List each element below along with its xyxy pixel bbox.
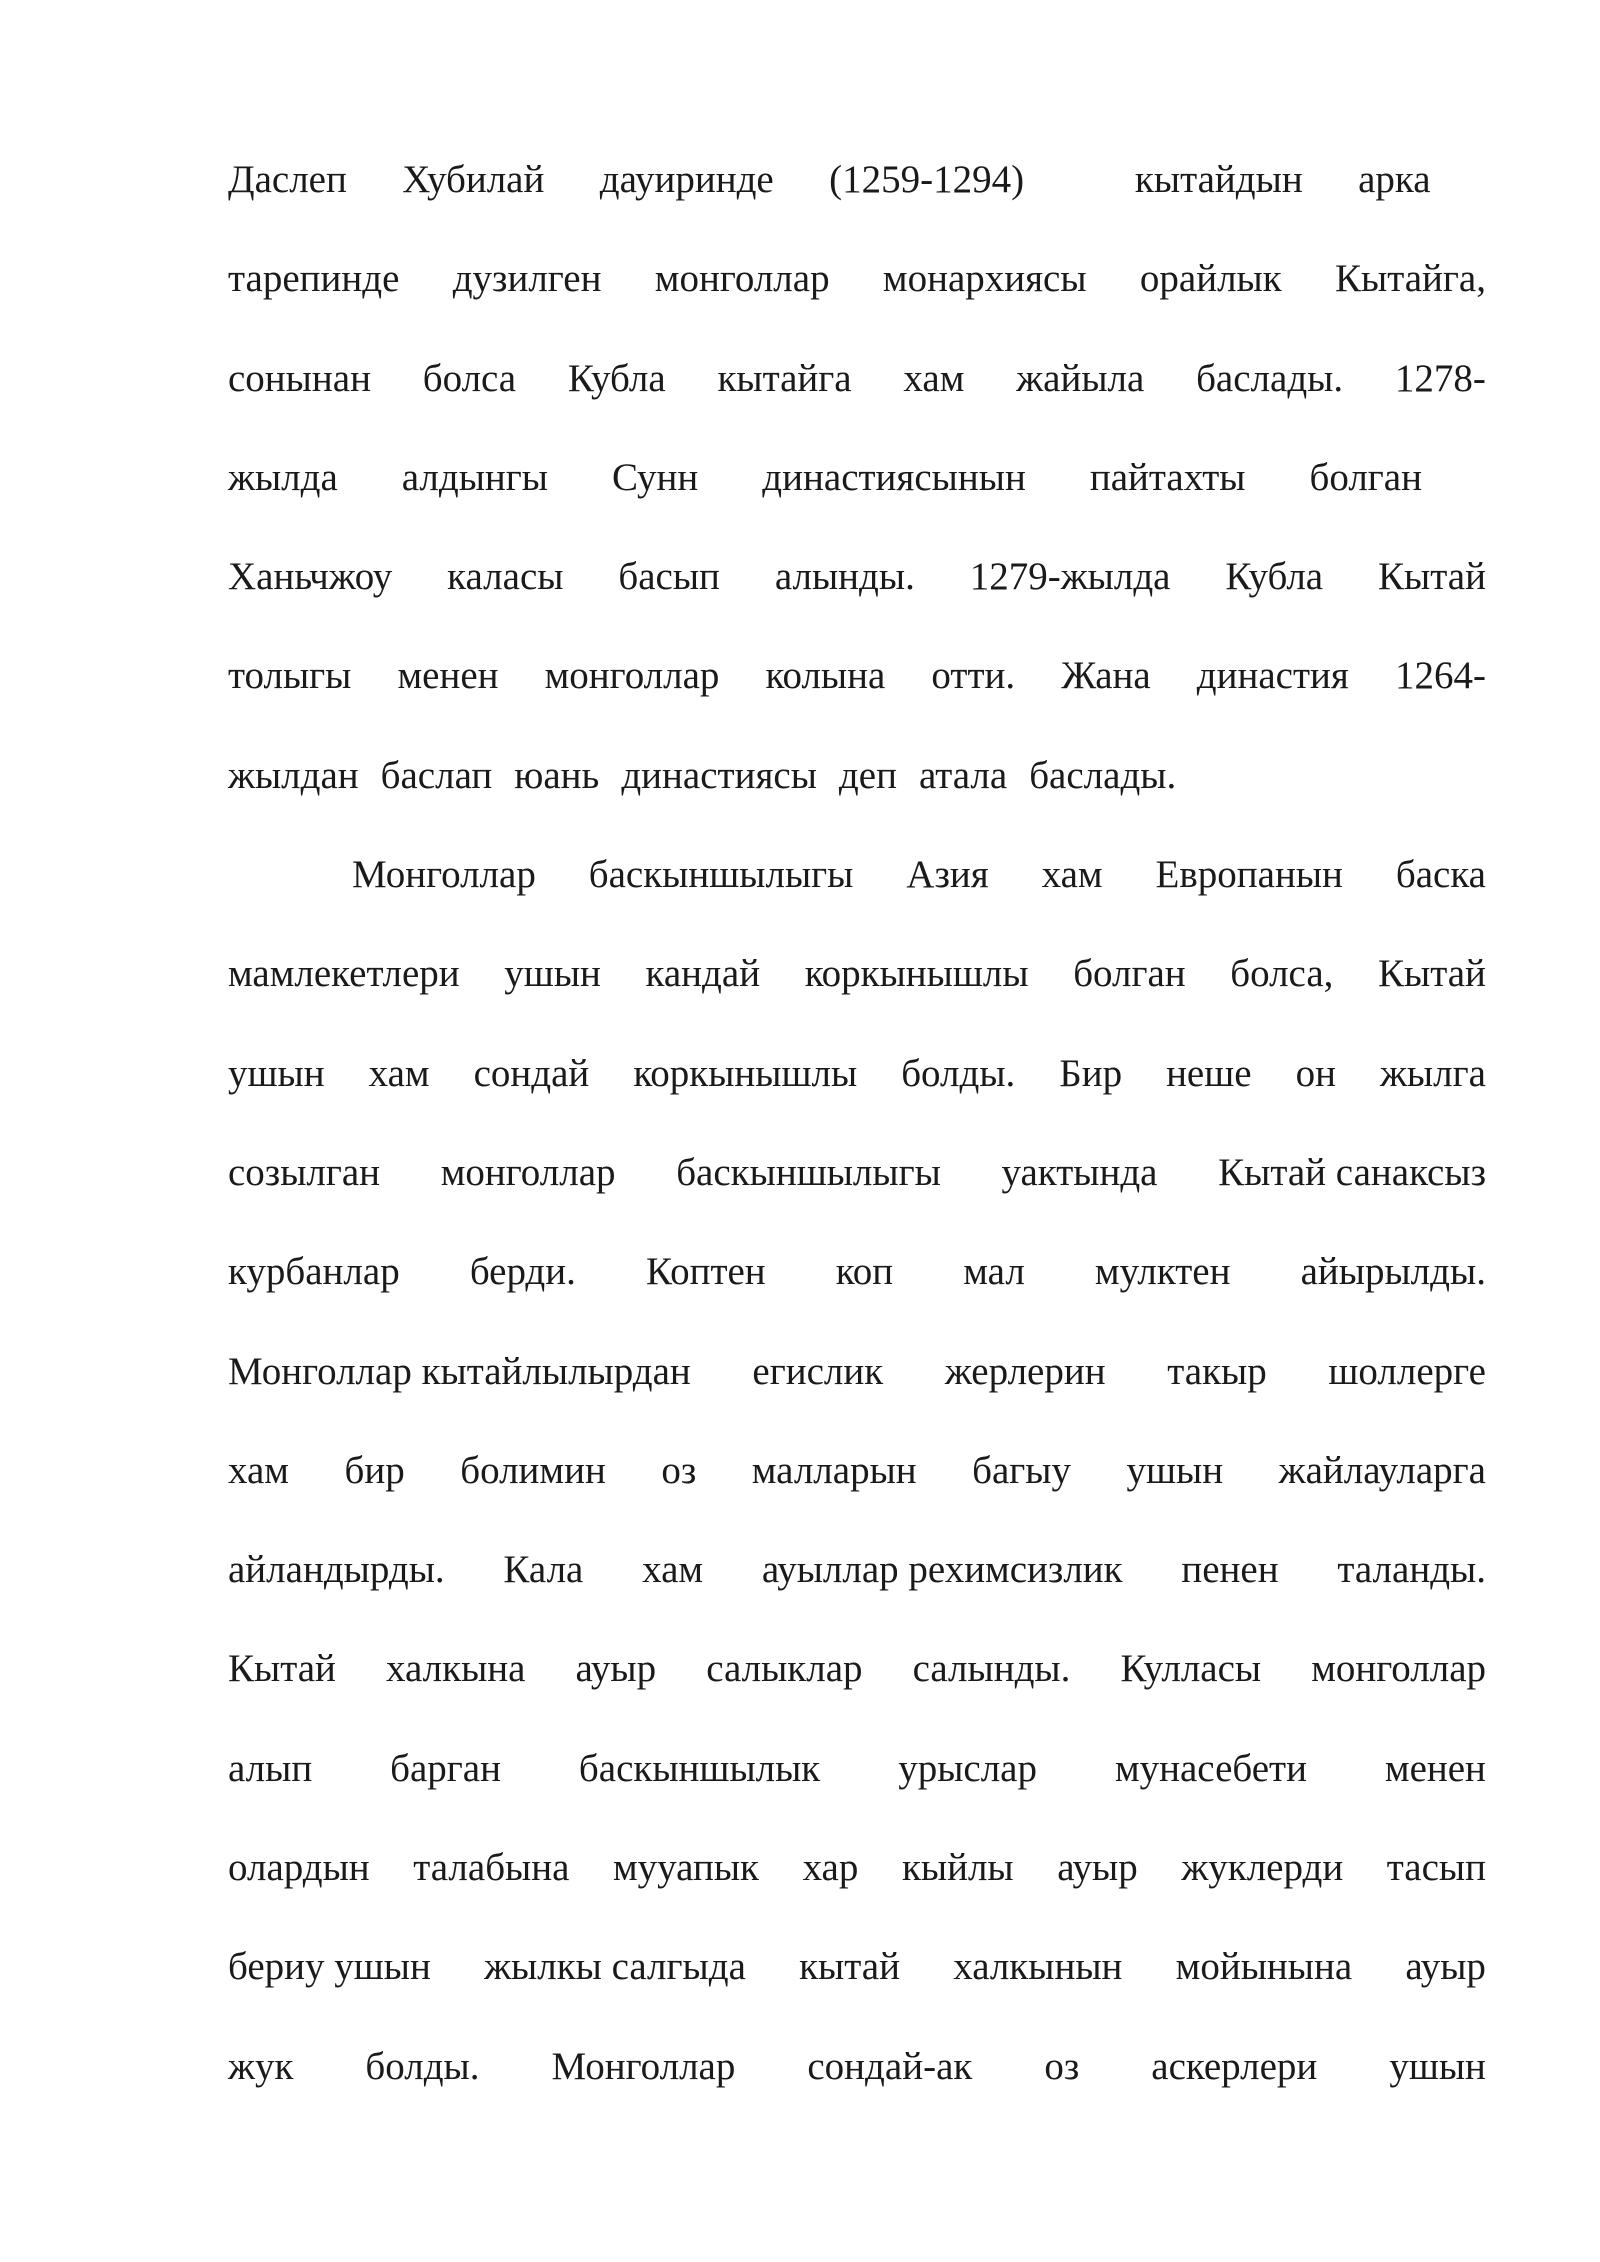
word: шоллерге [1328,1349,1486,1393]
word: жылга [1379,1051,1486,1095]
word: Европанын [1155,853,1343,897]
word: династиясы [621,753,817,797]
word: олардын [228,1846,370,1890]
word: пенен [1181,1548,1279,1592]
text-line [228,1240,1486,1339]
word: арка [1358,158,1431,201]
word: хам [1041,853,1103,897]
word: жылдан [228,753,359,797]
word: егислик [752,1349,884,1393]
word: таланды. [1337,1548,1486,1592]
text-line [228,247,1486,346]
word: кандай [645,952,761,996]
word: орайлык [1139,257,1282,301]
word: юань [514,753,600,797]
word: коп [835,1250,894,1294]
word: Кытай [1378,952,1486,996]
word: Коптен [646,1250,766,1294]
word: алынды. [774,555,915,599]
word: 1264- [1394,654,1486,698]
word: 1278- [1394,356,1486,400]
word: баскыншылыгы [588,853,854,897]
word: хам [642,1548,704,1592]
word: жайлауларга [1278,1448,1486,1492]
word: ушын [1126,1448,1224,1492]
word: уактында [1001,1150,1158,1194]
word: тасып [1386,1846,1486,1890]
word: Бир [1059,1051,1123,1095]
word: оз [1044,2044,1080,2088]
word: кытай [799,1945,900,1989]
word: отти. [931,654,1016,698]
word: баскыншылыгы [676,1150,941,1194]
word: болды. [901,1051,1016,1095]
word: Жана [1061,654,1151,698]
word: жук [228,2044,294,2088]
word: пайтахты [1089,455,1246,499]
word: деп [838,753,897,797]
word: Кубла [567,356,666,400]
word: талабына [413,1846,570,1890]
word: ауыр [1057,1846,1138,1890]
word: мамлекетлери [228,952,460,996]
word: хам [228,1448,289,1492]
word: баслады. [1029,753,1177,797]
word: болды. [365,2044,480,2088]
word: Азия [906,853,989,897]
word: Монголлар [352,853,536,897]
text-line [228,843,1486,942]
word: мунасебети [1114,1746,1307,1790]
text-line [228,1637,1486,1736]
word: ушын [504,952,601,996]
word: Кытай [1378,555,1486,599]
word: ушын [228,1051,325,1095]
word: оз [661,1448,697,1492]
word: алдынгы [401,455,548,499]
word: малларын [751,1448,917,1492]
word: тарепинде [228,257,400,301]
text-line [228,1340,1486,1439]
word: баслап [380,753,493,797]
word: династиясынын [762,455,1026,499]
word: Ханьчжоу [228,555,393,599]
word: Кытай санаксыз [1218,1150,1486,1194]
word: болган [1073,952,1186,996]
word: ушын [1389,2044,1486,2088]
word: менен [1384,1746,1486,1790]
word: хар [802,1846,859,1890]
word: ауыр [1405,1945,1486,1989]
word: баска [1395,853,1486,897]
word: айырылды. [1300,1250,1486,1294]
word: сонынан [228,356,371,400]
word: кыйлы [901,1846,1014,1890]
text-line [228,347,1486,446]
word: сондай [473,1051,590,1095]
word: баскыншылык [578,1746,821,1790]
text-line [228,1141,1486,1240]
word: Монголлар кытайлылырдан [228,1349,691,1393]
word: Кубла [1225,555,1324,599]
word: алып [228,1746,313,1790]
text-line [228,1836,1486,1935]
word: Кытай [228,1647,336,1691]
word: халкынын [953,1945,1123,1989]
word: багыу [972,1448,1072,1492]
word: атала [918,753,1008,797]
text-line [228,2035,1486,2134]
word: курбанлар [228,1250,400,1294]
word: салыклар [706,1647,863,1691]
word: салынды. [912,1647,1071,1691]
word: дузилген [452,257,602,301]
word: аскерлери [1151,2044,1318,2088]
word: 1279-жылда [969,555,1171,599]
word: жерлерин [944,1349,1106,1393]
word: берди. [469,1250,576,1294]
word: мал [963,1250,1025,1294]
word: хам [368,1051,430,1095]
word: урыслар [898,1746,1037,1790]
word: толыгы [228,654,352,698]
word: ауыр [575,1647,657,1691]
word: мулктен [1094,1250,1231,1294]
word: Кытайга, [1335,257,1486,301]
text-line [228,1042,1486,1141]
word: басып [618,555,720,599]
word: коркынышлы [804,952,1029,996]
word: баслады. [1196,356,1344,400]
word: болимин [460,1448,606,1492]
text-line [228,1538,1486,1637]
word: болган [1309,455,1422,499]
word: хам [903,356,965,400]
text-line [228,545,1486,644]
word: менен [397,654,499,698]
word: барган [390,1746,501,1790]
word: Кала [503,1548,584,1592]
text-line [228,1439,1486,1538]
word: бир [344,1448,405,1492]
word: жайыла [1016,356,1145,400]
word: болса [422,356,517,400]
text-line [228,1935,1486,2034]
text-line [228,942,1486,1041]
word: жылкы салгыда [484,1945,746,1989]
word: ауыллар рехимсизлик [761,1548,1123,1592]
text-line [228,148,1486,247]
word: дауиринде [599,158,774,201]
word: каласы [447,555,564,599]
word: монголлар [440,1150,616,1194]
word: Кулласы [1120,1647,1262,1691]
word: колына [765,654,886,698]
word: жуклерди [1181,1846,1344,1890]
word: такыр [1167,1349,1267,1393]
word: коркынышлы [633,1051,858,1095]
word: жылда [228,455,338,499]
text-line [228,744,1486,843]
word: айландырды. [228,1548,445,1592]
text-line [228,446,1486,545]
text-line [228,1737,1486,1836]
word: мууапык [613,1846,759,1890]
word: мойынына [1175,1945,1353,1989]
word: он [1295,1051,1336,1095]
word: Хубилай [402,158,545,201]
word: халкына [386,1647,526,1691]
word: бериу ушын [228,1945,431,1989]
word: сондай-ак [807,2044,973,2088]
word: кытайдын [1134,158,1303,201]
word: Даслеп [228,158,347,201]
word: болса, [1230,952,1334,996]
word: кытайга [717,356,852,400]
word: монархиясы [882,257,1087,301]
text-line [228,644,1486,743]
word: Сунн [612,455,699,499]
word: неше [1166,1051,1252,1095]
word: Монголлар [551,2044,736,2088]
word: монголлар [654,257,830,301]
word: династия [1196,654,1349,698]
document-body-text [228,148,1486,2134]
word: монголлар [544,654,720,698]
word: (1259-1294) [829,158,1025,201]
word: созылган [228,1150,381,1194]
word: монголлар [1311,1647,1486,1691]
